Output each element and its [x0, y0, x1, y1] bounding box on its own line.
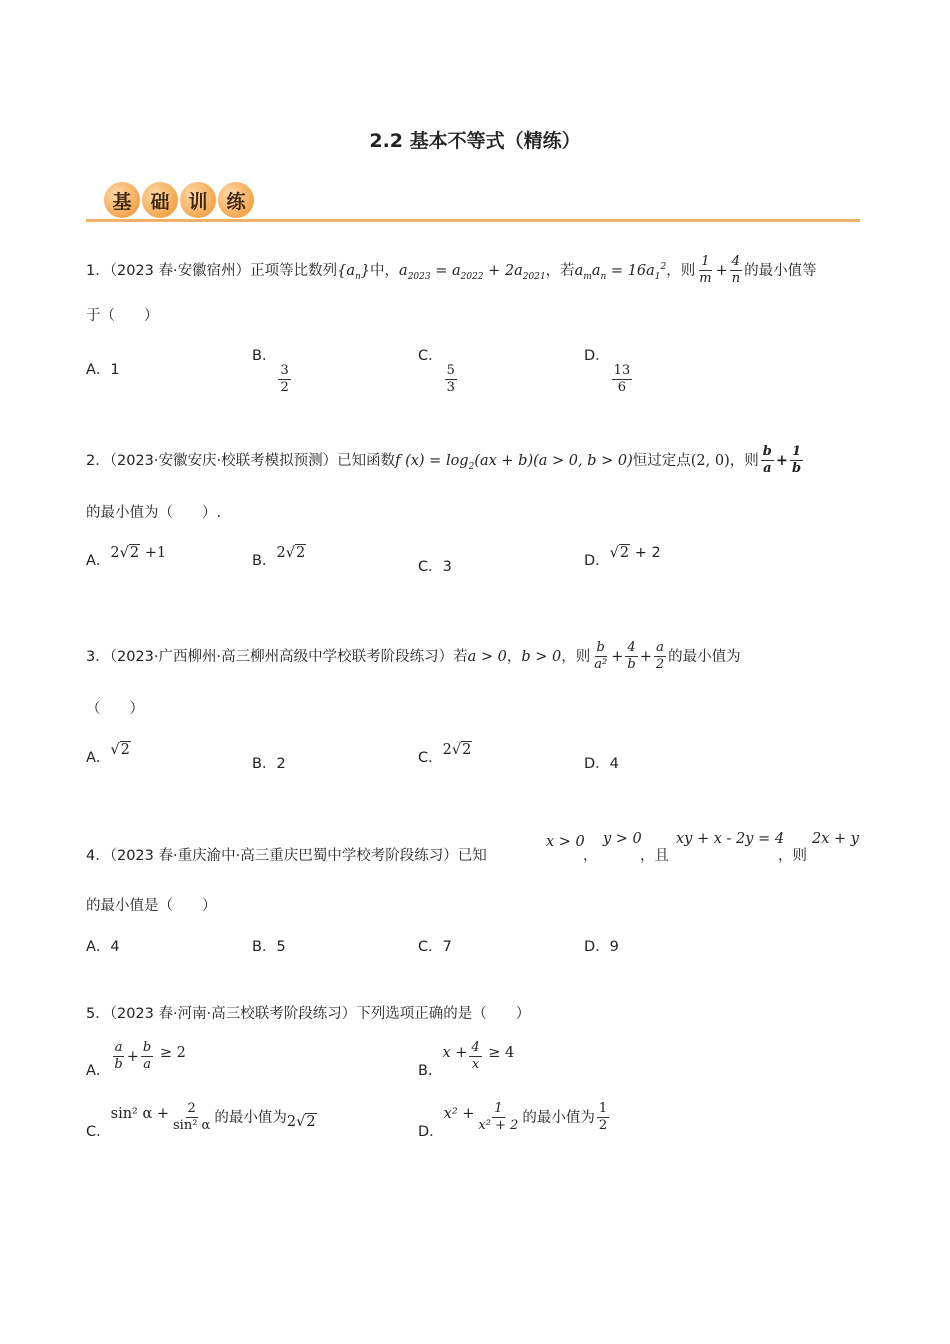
question-text: ，且	[640, 848, 669, 864]
option-d: D．4	[584, 756, 619, 772]
question-4-line-2: 的最小值是（ ）	[86, 898, 217, 914]
option-b: B．2√2	[252, 545, 306, 569]
question-text: 的最小值为	[668, 648, 741, 665]
question-source: （2023 春·安徽宿州）	[109, 262, 251, 279]
math-plus: +	[611, 648, 624, 665]
option-d: D．√2 + 2	[584, 545, 661, 569]
option-c: C．sin² α + $\frac{2}{\text{sin² α}}$ 的最小值为2√2	[86, 1101, 316, 1140]
section-banner	[86, 180, 860, 226]
question-source: （2023 春·河南·高三校联考阶段练习）	[109, 1006, 357, 1022]
question-number: 1．	[86, 262, 110, 279]
option-b: B．5	[252, 939, 286, 955]
math-seq: $\{a_n\}$	[337, 262, 371, 282]
math-fraction: $\frac{1}{m}$	[699, 254, 712, 287]
question-source: （2023 春·重庆渝中·高三重庆巴蜀中学校考阶段练习）	[109, 848, 458, 864]
math-condition: xy + x - 2y = 4	[676, 831, 785, 847]
question-number: 5．	[86, 1006, 110, 1022]
option-a: A．√2	[86, 742, 130, 766]
math-fraction: $\frac{a}{2}$	[655, 640, 665, 673]
question-number: 2．	[86, 452, 110, 469]
question-text: ，	[506, 648, 522, 665]
question-text: ，若	[545, 262, 575, 279]
math-condition: $a_ma_n = 16a_1^2$	[574, 261, 667, 282]
option-b: B．2	[252, 756, 286, 772]
question-4-line-1	[86, 849, 487, 864]
question-3-line-1	[86, 641, 741, 673]
question-text: ，则	[666, 262, 696, 279]
question-2-line-1	[86, 445, 805, 477]
option-b: B．x + $\frac{4}{x}$ ≥ 4	[418, 1040, 515, 1079]
math-expression: 2x + y	[812, 831, 859, 847]
question-text: 若	[453, 648, 468, 665]
option-d: D．x² + $\frac{1}{\text{x² + 2}}$ 的最小值为 $\frac{1}{2}$	[418, 1101, 608, 1140]
question-1-line-2: 于（ ）	[86, 308, 159, 324]
math-condition: x > 0	[546, 834, 585, 850]
question-5-line-1	[86, 1007, 530, 1022]
question-text: 中，	[370, 262, 400, 279]
option-c: C． $\frac{5}{3}$	[418, 348, 455, 396]
math-fraction: $\frac{4}{b}$	[627, 640, 636, 673]
option-d: D．9	[584, 939, 619, 955]
question-text: 已知函数	[337, 452, 396, 469]
option-a: A．4	[86, 939, 120, 955]
question-text: 下列选项正确的是（ ）	[356, 1006, 531, 1022]
question-text: ，则	[729, 452, 759, 469]
question-2-line-2: 的最小值为（ ）.	[86, 505, 222, 521]
question-source: （2023·广西柳州·高三柳州高级中学校联考阶段练习）	[109, 648, 454, 665]
math-equation: $a_{2023} = a_{2022} + 2a_{2021}$	[399, 262, 546, 282]
question-text: 已知	[457, 848, 487, 864]
math-fraction: $\frac{b}{\text{a²}}$	[594, 640, 608, 673]
math-plus: +	[639, 648, 652, 665]
math-condition: a > 0	[467, 648, 507, 665]
math-fraction: $\frac{b}{a}$	[762, 444, 772, 477]
option-c: C．7	[418, 939, 452, 955]
question-number: 3．	[86, 648, 110, 665]
question-source: （2023·安徽安庆·校联考模拟预测）	[109, 452, 338, 469]
page-title: 2.2 基本不等式（精练）	[369, 130, 581, 152]
option-a: A． $\frac{a}{b}$ + $\frac{b}{a}$ ≥ 2	[86, 1040, 186, 1079]
math-fraction: $\frac{1}{b}$	[792, 444, 802, 477]
question-text: 恒过定点	[632, 452, 691, 469]
option-d: D． $\frac{13}{6}$	[584, 348, 631, 396]
math-point: (2, 0)	[690, 452, 730, 469]
math-plus: +	[775, 451, 788, 469]
banner-char-2: 础	[142, 182, 178, 218]
math-condition: b > 0	[521, 648, 562, 665]
option-c: C．2√2	[418, 742, 472, 766]
math-function: f $(x) = \log_2(ax + b)(a > 0$, b > 0)	[395, 452, 633, 472]
question-text: ，则	[778, 848, 807, 864]
math-fraction: $\frac{4}{n}$	[731, 254, 741, 287]
question-1-line-1	[86, 255, 817, 287]
banner-char-3: 训	[180, 182, 216, 218]
question-number: 4．	[86, 848, 110, 864]
banner-rule	[86, 219, 860, 222]
math-plus: +	[715, 262, 728, 279]
question-text: 正项等比数列	[250, 262, 338, 279]
question-text: 的最小值等	[744, 262, 817, 279]
question-text: ，则	[561, 648, 591, 665]
math-condition: y > 0	[603, 831, 642, 847]
question-3-line-2: （ ）	[86, 701, 144, 717]
banner-char-1: 基	[104, 182, 140, 218]
question-text: ，	[583, 848, 598, 864]
option-b: B． $\frac{3}{2}$	[252, 348, 289, 396]
option-a: A．1	[86, 362, 120, 378]
option-c: C．3	[418, 559, 452, 575]
banner-char-4: 练	[218, 182, 254, 218]
option-a: A．2√2 +1	[86, 545, 167, 569]
